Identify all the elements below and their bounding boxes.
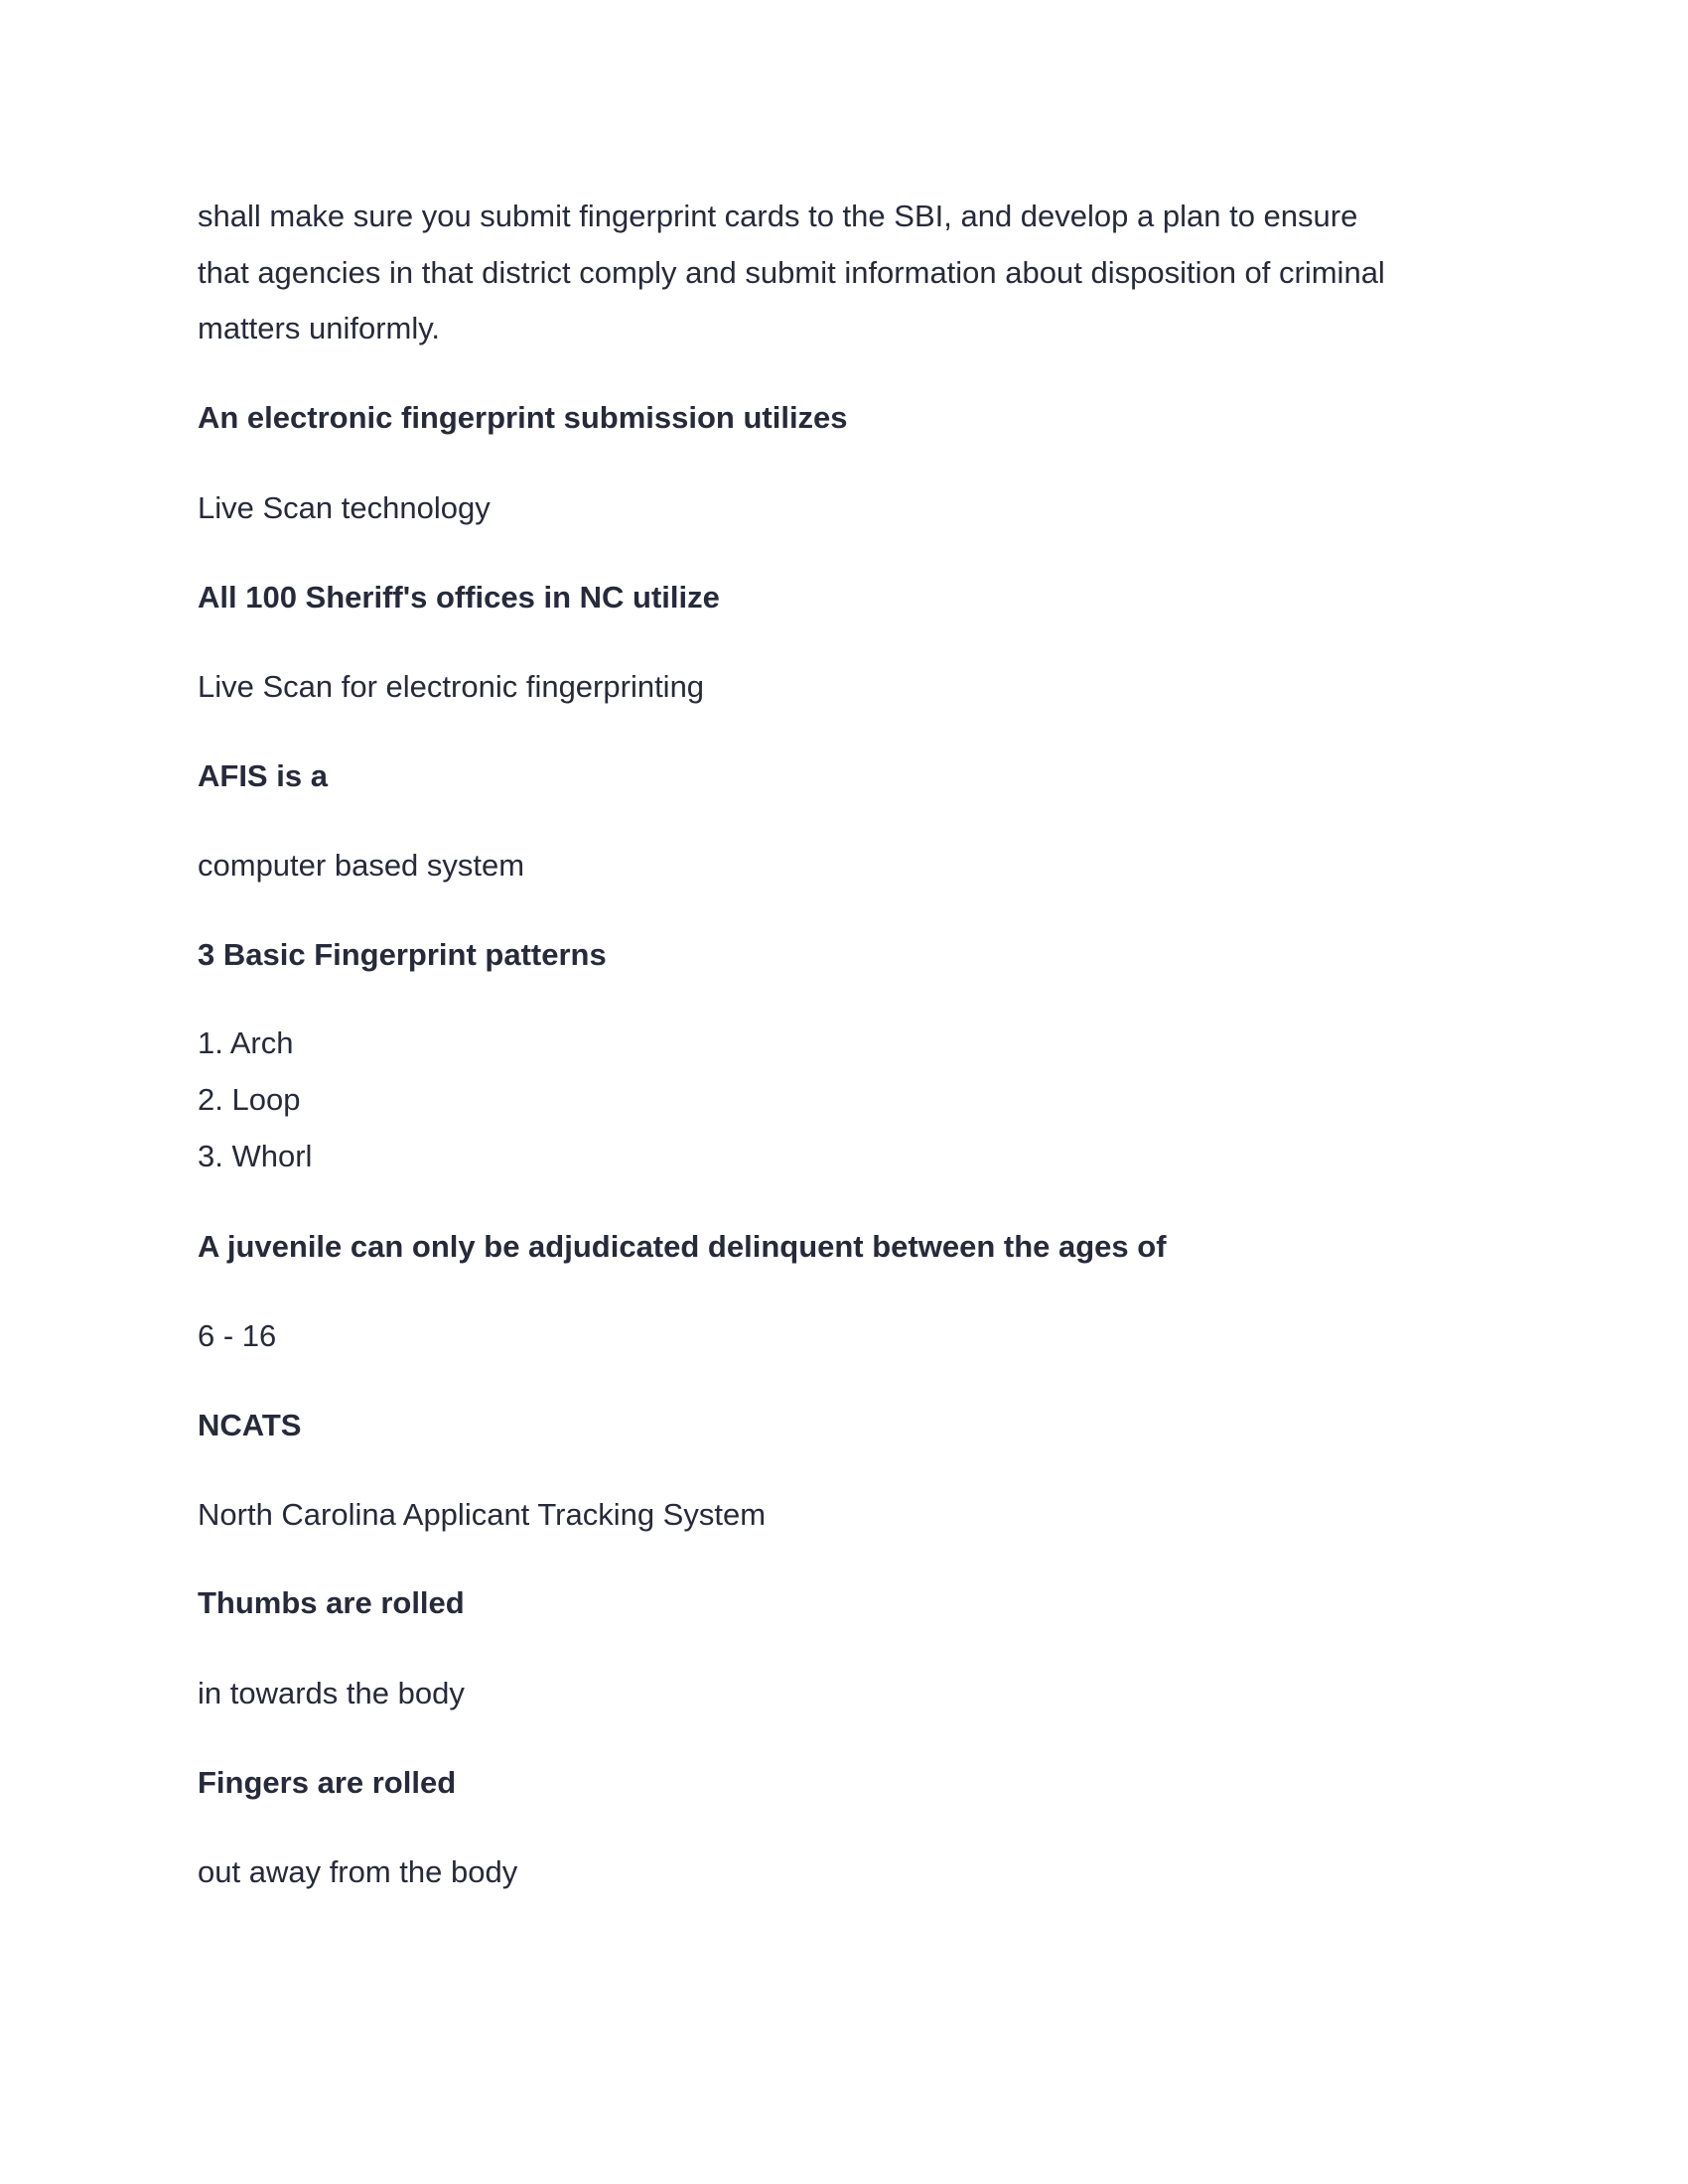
intro-paragraph-line-3: matters uniformly. bbox=[198, 311, 441, 345]
question-heading: 3 Basic Fingerprint patterns bbox=[198, 937, 607, 972]
answer-text: Live Scan technology bbox=[198, 490, 491, 525]
answer-list-item: 3. Whorl bbox=[198, 1139, 313, 1173]
intro-paragraph-line-2: that agencies in that district comply and submit information about disposition of criminal bbox=[198, 255, 1385, 290]
answer-text: out away from the body bbox=[198, 1854, 518, 1889]
answer-list-item: 1. Arch bbox=[198, 1025, 294, 1060]
answer-text: computer based system bbox=[198, 848, 525, 883]
answer-text: North Carolina Applicant Tracking System bbox=[198, 1497, 767, 1532]
question-heading: An electronic fingerprint submission utilizes bbox=[198, 400, 848, 435]
question-heading: Thumbs are rolled bbox=[198, 1585, 465, 1620]
question-heading: A juvenile can only be adjudicated delinquent between the ages of bbox=[198, 1229, 1167, 1264]
intro-paragraph-line-1: shall make sure you submit fingerprint cards to the SBI, and develop a plan to ensure bbox=[198, 199, 1358, 233]
question-heading: NCATS bbox=[198, 1408, 302, 1442]
answer-text: in towards the body bbox=[198, 1676, 465, 1710]
answer-list-item: 2. Loop bbox=[198, 1082, 301, 1117]
question-heading: Fingers are rolled bbox=[198, 1765, 457, 1800]
answer-text: Live Scan for electronic fingerprinting bbox=[198, 669, 705, 704]
question-heading: All 100 Sheriff's offices in NC utilize bbox=[198, 580, 720, 614]
question-heading: AFIS is a bbox=[198, 758, 328, 793]
answer-text: 6 - 16 bbox=[198, 1318, 277, 1353]
